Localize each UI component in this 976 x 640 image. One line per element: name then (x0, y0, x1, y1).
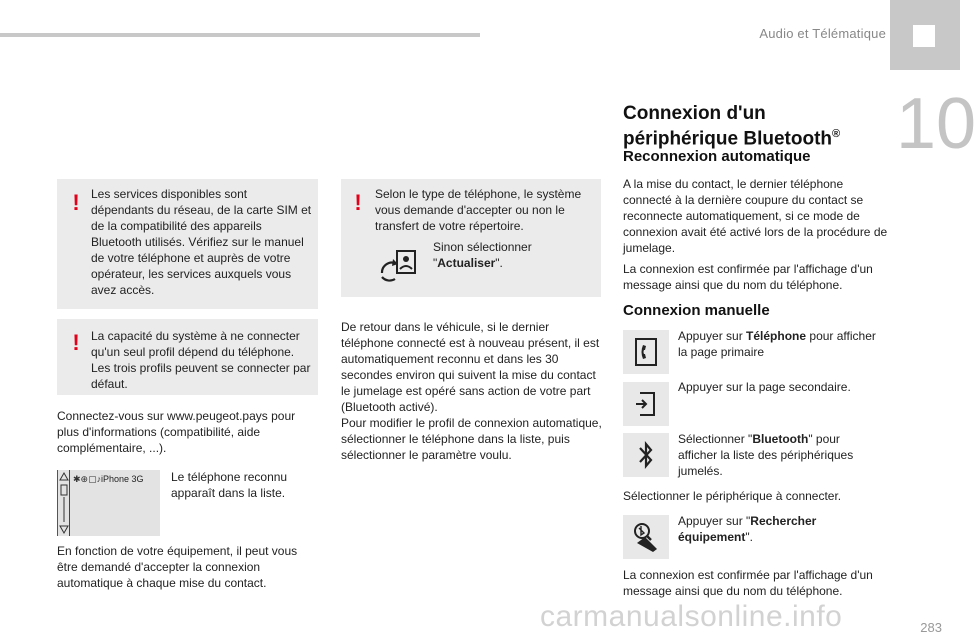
step4-prefix: Appuyer sur " (678, 514, 751, 528)
section-title: Audio et Télématique (759, 26, 886, 41)
subtitle-auto-reconnect: Reconnexion automatique (623, 148, 811, 165)
secondary-page-button[interactable] (623, 382, 669, 426)
registered-mark: ® (832, 128, 841, 140)
heading-line-1: Connexion d'un (623, 103, 766, 124)
step-search-text (678, 513, 848, 545)
chapter-tab-square (913, 25, 935, 47)
warning-icon: ! (354, 190, 362, 215)
phone-name-label: iPhone 3G (101, 474, 144, 484)
page-number: 283 (920, 620, 942, 635)
sinon-text (433, 239, 593, 271)
bluetooth-icon (636, 440, 656, 470)
refresh-contacts-icon (379, 249, 419, 281)
actualiser-label: Actualiser (437, 256, 496, 270)
bluetooth-status-icons: ✱⊕▢♪ (73, 474, 102, 484)
step4-suffix: ". (745, 530, 753, 544)
page-heading (623, 104, 883, 149)
bluetooth-button[interactable] (623, 433, 669, 477)
search-device-button[interactable] (623, 515, 669, 559)
screen-scroll-strip (58, 470, 70, 536)
warning-box-profiles (57, 319, 318, 395)
step1-suffix: pour afficher la page primaire (678, 329, 876, 359)
warning-icon: ! (72, 330, 80, 355)
chapter-number: 10 (896, 84, 976, 164)
modify-profile-text: Pour modifier le profil de connexion automatique, sélectionner le téléphone dans la liste, puis sélectionner le paramètre voulu. (341, 416, 602, 462)
phone-icon (634, 337, 658, 367)
auto-confirm-text: La connexion est confirmée par l'affichage d'un message ainsi que du nom du téléphone. (623, 262, 873, 292)
subtitle-manual-connect: Connexion manuelle (623, 302, 770, 319)
step-bluetooth-text (678, 431, 878, 479)
warning-services-text: Les services disponibles sont dépendants du réseau, de la carte SIM et de la compatibilité des appareils Bluetooth utilisés. Vérifiez sur le manuel de votre téléphone et auprès de votre opérateur, les services auxquels vous avez accès. (91, 187, 312, 297)
sinon-suffix: ". (495, 256, 503, 270)
step-phone-text (678, 328, 888, 360)
warning-box-services (57, 179, 318, 309)
return-text: De retour dans le véhicule, si le dernier téléphone connecté est à nouveau présent, il est automatiquement reconnu et dans les 30 secondes environ qui suivent la mise du contact le jumelage est opéré sans action de votre part (Bluetooth activé). (341, 320, 600, 414)
phone-list-screenshot (57, 470, 160, 536)
step1-bold: Téléphone (746, 329, 807, 343)
step-secondary-text: Appuyer sur la page secondaire. (678, 380, 851, 394)
step3-prefix: Sélectionner " (678, 432, 753, 446)
return-vehicle-text (341, 319, 603, 463)
connect-info-text: Connectez-vous sur www.peugeot.pays pour plus d'informations (compatibilité, aide complémentaire, ...). (57, 409, 296, 455)
select-device-text: Sélectionner le périphérique à connecter. (623, 489, 842, 503)
secondary-page-icon (634, 390, 658, 418)
warning-icon: ! (72, 190, 80, 215)
recognized-text: Le téléphone reconnu apparaît dans la liste. (171, 470, 288, 500)
search-device-icon (631, 521, 661, 553)
step3-suffix: " pour afficher la liste des périphériques jumelés. (678, 432, 854, 478)
final-confirm-text: La connexion est confirmée par l'affichage d'un message ainsi que du nom du téléphone. (623, 568, 873, 598)
step4-bold: Rechercher équipement (678, 514, 817, 544)
phone-button[interactable] (623, 330, 669, 374)
warning-box-directory (341, 179, 601, 297)
header-rule (0, 33, 480, 37)
warning-profiles-text: La capacité du système à ne connecter qu'un seul profil dépend du téléphone. Les trois profils peuvent se connecter par défaut. (91, 329, 311, 391)
sinon-quote: " (433, 256, 438, 270)
auto-reconnect-text: A la mise du contact, le dernier téléphone connecté à la dernière coupure du contact se reconnecte automatiquement, si ce mode de connexion avait été activé lors de la procédure de jumelage. (623, 177, 888, 255)
heading-line-2-text: périphérique Bluetooth (623, 128, 832, 150)
accept-connection-text: En fonction de votre équipement, il peut vous être demandé d'accepter la connexion automatique à chaque mise du contact. (57, 544, 298, 590)
warning-directory-text: Selon le type de téléphone, le système vous demande d'accepter ou non le transfert de votre répertoire. (375, 187, 582, 233)
heading-line-2 (623, 124, 883, 149)
sinon-prefix: Sinon sélectionner (433, 240, 532, 254)
step3-bold: Bluetooth (752, 432, 809, 446)
watermark: carmanualsonline.info (540, 600, 843, 633)
step1-prefix: Appuyer sur (678, 329, 747, 343)
